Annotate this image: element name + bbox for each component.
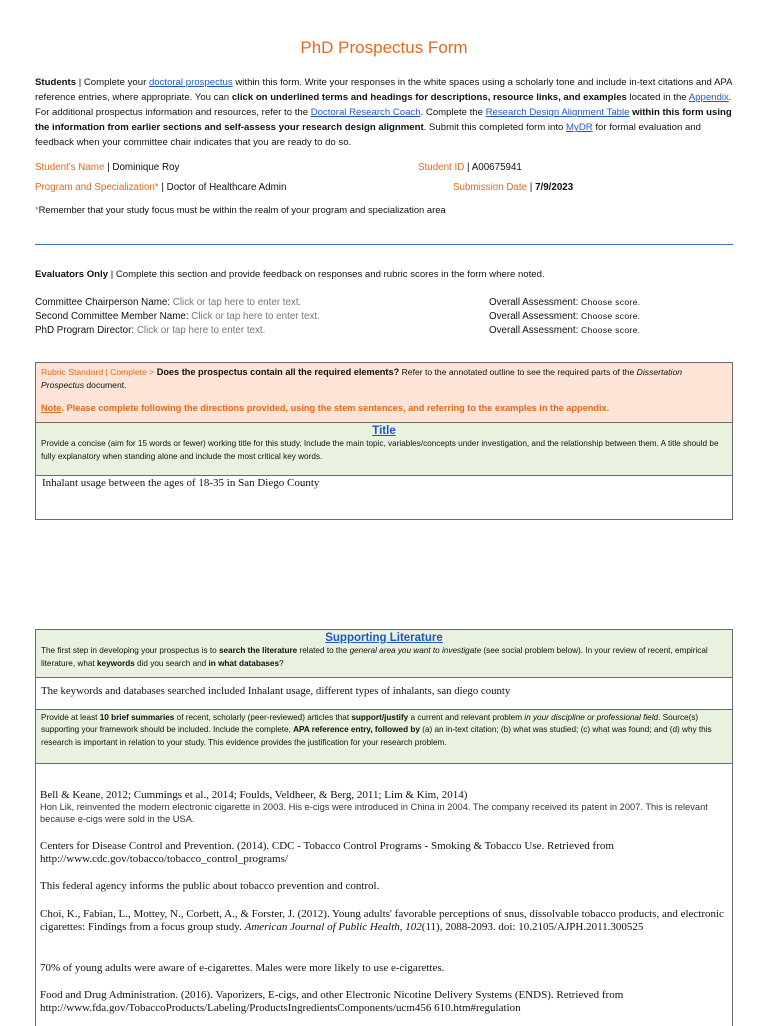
student-name-label: Student's Name	[35, 162, 105, 173]
student-id-label: Student ID	[418, 162, 465, 173]
chairperson-name-field[interactable]: Click or tap here to enter text.	[172, 297, 302, 308]
rubric-doc-name: Dissertation Prospectus	[41, 367, 683, 390]
submission-date-label: Submission Date	[453, 182, 528, 193]
title-heading-link[interactable]: Title	[372, 425, 396, 437]
rubric-text: Refer to the annotated outline to see the required parts of the	[399, 367, 637, 377]
assessment-label: Overall Assessment:	[489, 311, 579, 322]
evaluators-label: Evaluators Only	[35, 269, 109, 280]
choi-summary: 70% of young adults were aware of e-cigarettes. Males were more likely to use e-cigarettes.	[40, 962, 445, 974]
hon-lik-summary: Hon Lik, reinvented the modern electronic cigarette in 2003. His e-cigs were introduced in China in 2004. The company received its patent in 2007. This is relevant because e-cigs were sold in the USA.	[40, 802, 708, 824]
chair-score-select[interactable]: Choose score.	[581, 297, 641, 307]
note-text: . Please complete following the directions provided, using the stem sentences, and referring to the examples in the appendix.	[61, 403, 610, 413]
instr-bold: keywords	[96, 658, 135, 668]
form-title: PhD Prospectus Form	[300, 38, 468, 57]
evaluator-name-label: Second Committee Member Name:	[35, 311, 189, 322]
instr-text: related to the	[297, 646, 350, 656]
rubric-text: document.	[84, 380, 127, 390]
intro-text: . Submit this completed form into	[423, 122, 567, 134]
program-reminder	[35, 204, 446, 215]
appendix-link[interactable]: Appendix	[688, 92, 729, 104]
citations-line: Bell & Keane, 2012; Cummings et al., 2014; Foulds, Veldheer, & Berg, 2011; Lim & Kim, 2014)	[40, 789, 468, 801]
rubric-question: Does the prospectus contain all the required elements?	[156, 367, 400, 377]
intro-text: for formal evaluation and feedback when your committee chair indicates that you are ready to do so.	[35, 122, 701, 149]
program-value[interactable]: Doctor of Healthcare Admin	[166, 182, 287, 193]
cdc-summary: This federal agency informs the public about tobacco prevention and control.	[40, 880, 380, 892]
director-score-select[interactable]: Choose score.	[581, 325, 641, 335]
instr-bold: search the literature	[218, 646, 298, 656]
program-label: Program and Specialization*	[35, 182, 159, 193]
section-divider	[35, 244, 733, 245]
title-instructions: Provide a concise (aim for 15 words or fewer) working title for this study. Include the main topic, variables/concepts under investigation, and the relationship between them. A title should be fully explanatory when standing alone and include the most critical key words.	[41, 439, 719, 461]
assessment-label: Overall Assessment:	[489, 325, 579, 336]
cdc-reference: Centers for Disease Control and Prevention. (2014). CDC - Tobacco Control Programs - Smoking & Tobacco Use. Retrieved from http://www.cdc.gov/tobacco/tobacco_control_programs/	[40, 840, 614, 865]
instr-text: a current and relevant problem	[408, 713, 525, 722]
intro-text: within this form. Write your responses in the white spaces using a scholarly tone and include in-text citations and APA reference entries, where appropriate. You can	[35, 77, 732, 104]
separator: |	[158, 182, 167, 193]
program-row	[35, 182, 286, 193]
note-label: Note	[41, 403, 62, 413]
instr-text: The first step in developing your prospectus is to	[41, 646, 219, 656]
intro-text: located in the	[626, 92, 689, 104]
evaluator-row	[35, 325, 265, 336]
intro-bold-text: within this form using the information from earlier sections and self-assess your research design alignment	[35, 107, 732, 134]
separator: |	[104, 162, 113, 173]
second-member-name-field[interactable]: Click or tap here to enter text.	[191, 311, 320, 322]
instr-text: . Source(s) supporting your framework should be included. Include the complete,	[41, 713, 699, 735]
title-response: Inhalant usage between the ages of 18-35 in San Diego County	[42, 477, 320, 489]
evaluators-text: | Complete this section and provide feedback on responses and rubric scores in the form where noted.	[108, 269, 545, 280]
instr-bold: in what databases	[208, 658, 280, 668]
assessment-row	[489, 297, 640, 308]
evaluator-name-label: Committee Chairperson Name:	[35, 297, 171, 308]
intro-text: Complete your	[83, 77, 149, 88]
instr-bold: APA reference entry, followed by	[293, 725, 420, 735]
separator: |	[76, 77, 84, 88]
choi-ref-text: (11), 2088-2093. doi: 10.2105/AJPH.2011.300525	[421, 920, 644, 933]
student-id-value[interactable]: A00675941	[471, 162, 522, 173]
instr-text: (a) an in-text citation; (b) what was studied; (c) what was found; and (d) why this research is important in relation to your study. This evidence provides the justification for your research problem.	[41, 725, 712, 747]
mydr-link[interactable]: MyDR	[566, 122, 593, 134]
submission-date-row	[453, 182, 573, 193]
instr-bold: support/justify	[351, 713, 409, 722]
summaries-instructions-box	[35, 710, 733, 764]
doctoral-prospectus-link[interactable]: doctoral prospectus	[148, 77, 233, 88]
assessment-row	[489, 325, 640, 336]
intro-text: . Complete the	[420, 107, 486, 119]
instr-text: did you search and	[134, 658, 209, 668]
supporting-literature-heading-link[interactable]: Supporting Literature	[325, 632, 443, 644]
students-label: Students	[35, 77, 77, 88]
instr-text: Provide at least	[41, 713, 100, 722]
assessment-row	[489, 311, 640, 322]
separator: |	[464, 162, 472, 173]
choi-ref-text: Choi, K., Fabian, L., Mottey, N., Corbett, A., & Forster, J. (2012). Young adults' favorable perceptions of snus, dissolvable tobacco products, and electronic cigarettes: Findings from a focus group study.	[40, 908, 724, 933]
student-name-value[interactable]: Dominique Roy	[112, 162, 180, 173]
instr-italic: general area you want to investigate	[349, 646, 482, 656]
instr-text: (see social problem below). In your review of recent, empirical literature, what	[41, 646, 708, 668]
evaluators-heading	[35, 269, 545, 280]
evaluator-row	[35, 311, 320, 322]
intro-text: . For additional prospectus information and resources, refer to the	[35, 92, 732, 119]
supporting-literature-instructions	[41, 645, 727, 670]
student-name-row	[35, 162, 179, 173]
intro-bold-text: click on underlined terms and headings for descriptions, resource links, and examples	[231, 92, 627, 104]
evaluator-row	[35, 297, 301, 308]
rubric-label: Rubric Standard | Complete >	[41, 367, 157, 377]
instr-text: ?	[279, 658, 284, 668]
assessment-label: Overall Assessment:	[489, 297, 579, 308]
fda-reference: Food and Drug Administration. (2016). Vaporizers, E-cigs, and other Electronic Nicotine Delivery Systems (ENDS). Retrieved from http://www.fda.gov/TobaccoProducts/Labeling/ProductsIngredientsComponents/ucm456 610.htm#regulation	[40, 989, 624, 1014]
keywords-response: The keywords and databases searched included Inhalant usage, different types of inhalants, san diego county	[41, 685, 511, 697]
intro-paragraph	[35, 75, 735, 150]
asterisk: *	[35, 204, 39, 215]
keywords-response-field[interactable]	[35, 678, 733, 710]
instr-bold: 10 brief summaries	[99, 713, 175, 722]
evaluator-name-label: PhD Program Director:	[35, 325, 135, 336]
separator: |	[527, 182, 536, 193]
second-member-score-select[interactable]: Choose score.	[581, 311, 641, 321]
student-id-row	[418, 162, 522, 173]
rubric-note	[41, 402, 727, 415]
reminder-text: Remember that your study focus must be within the realm of your program and specialization area	[38, 204, 446, 215]
instr-italic: in your discipline or professional field	[524, 713, 659, 722]
instr-text: of recent, scholarly (peer-reviewed) articles that	[174, 713, 352, 722]
supporting-literature-box	[35, 629, 733, 678]
research-design-alignment-table-link[interactable]: Research Design Alignment Table	[485, 107, 630, 119]
submission-date-value[interactable]: 7/9/2023	[535, 182, 574, 193]
rubric-standard-box	[35, 362, 733, 422]
choi-reference	[40, 908, 730, 933]
title-response-field[interactable]	[35, 476, 733, 520]
title-instructions-box	[35, 422, 733, 476]
choi-journal: American Journal of Public Health, 102	[244, 920, 422, 933]
rubric-line	[41, 366, 727, 392]
program-director-name-field[interactable]: Click or tap here to enter text.	[136, 325, 266, 336]
doctoral-research-coach-link[interactable]: Doctoral Research Coach	[310, 107, 421, 119]
